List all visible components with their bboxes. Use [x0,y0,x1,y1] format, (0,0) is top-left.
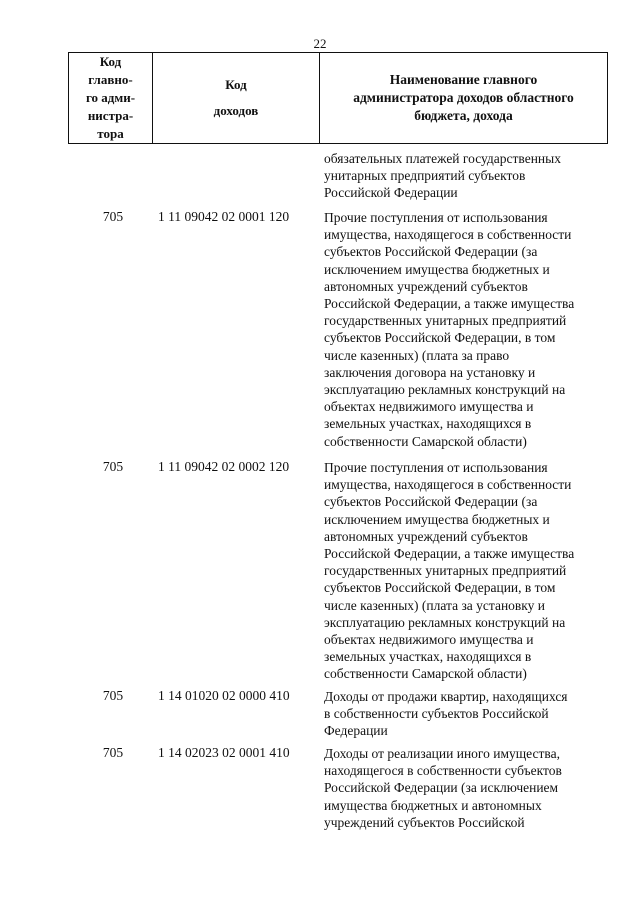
row-2-name: Прочие поступления от использования имущества, находящегося в собственности субъектов Российской Федерации (за исключением имущества бюджетных и автономных учреждений субъектов Российской Федерации, а также имущества государственных унитарных предприятий субъектов Российской Федерации, в том числе казенных) (плата за установку и эксплуатацию рекламных конструкций на объектах недвижимого имущества и земельных участках, находящихся в собственности Самарской области) [324,460,575,682]
row-4-admin-code: 705 [102,745,124,760]
row-1-name: Прочие поступления от использования имущества, находящегося в собственности субъектов Российской Федерации (за исключением имущества бюджетных и автономных учреждений субъектов Российской Федерации, а также имущества государственных унитарных предприятий субъектов Российской Федерации, в том числе казенных) (плата за право заключения договора на установку и эксплуатацию рекламных конструкций на объектах недвижимого имущества и земельных участках, находящихся в собственности Самарской области) [324,210,575,449]
page-number: 22 [313,36,327,51]
row-1-admin-code: 705 [102,209,124,224]
row-2-income-code: 1 11 09042 02 0002 120 [158,459,290,474]
row-4-name: Доходы от реализации иного имущества, находящегося в собственности субъектов Российской Федерации (за исключением имущества бюджетных и автономных учреждений субъектов Российской [324,746,562,830]
header-name: Наименование главного администратора доходов областного бюджета, дохода [353,72,574,123]
row-1-income-code: 1 11 09042 02 0001 120 [158,209,290,224]
row-2-admin-code: 705 [102,459,124,474]
row-4-income-code: 1 14 02023 02 0001 410 [158,745,290,760]
header-admin-code: Код главно- го адми- нистра- тора [69,53,153,143]
row-3-name: Доходы от продажи квартир, находящихся в собственности субъектов Российской Федерации [324,689,568,739]
header-income-code: Код доходов [153,53,320,143]
row-3-income-code: 1 14 01020 02 0000 410 [158,688,290,703]
table-header [68,52,608,144]
row-3-admin-code: 705 [102,688,124,703]
continuation-text: обязательных платежей государственных унитарных предприятий субъектов Российской Федерации [324,151,561,201]
